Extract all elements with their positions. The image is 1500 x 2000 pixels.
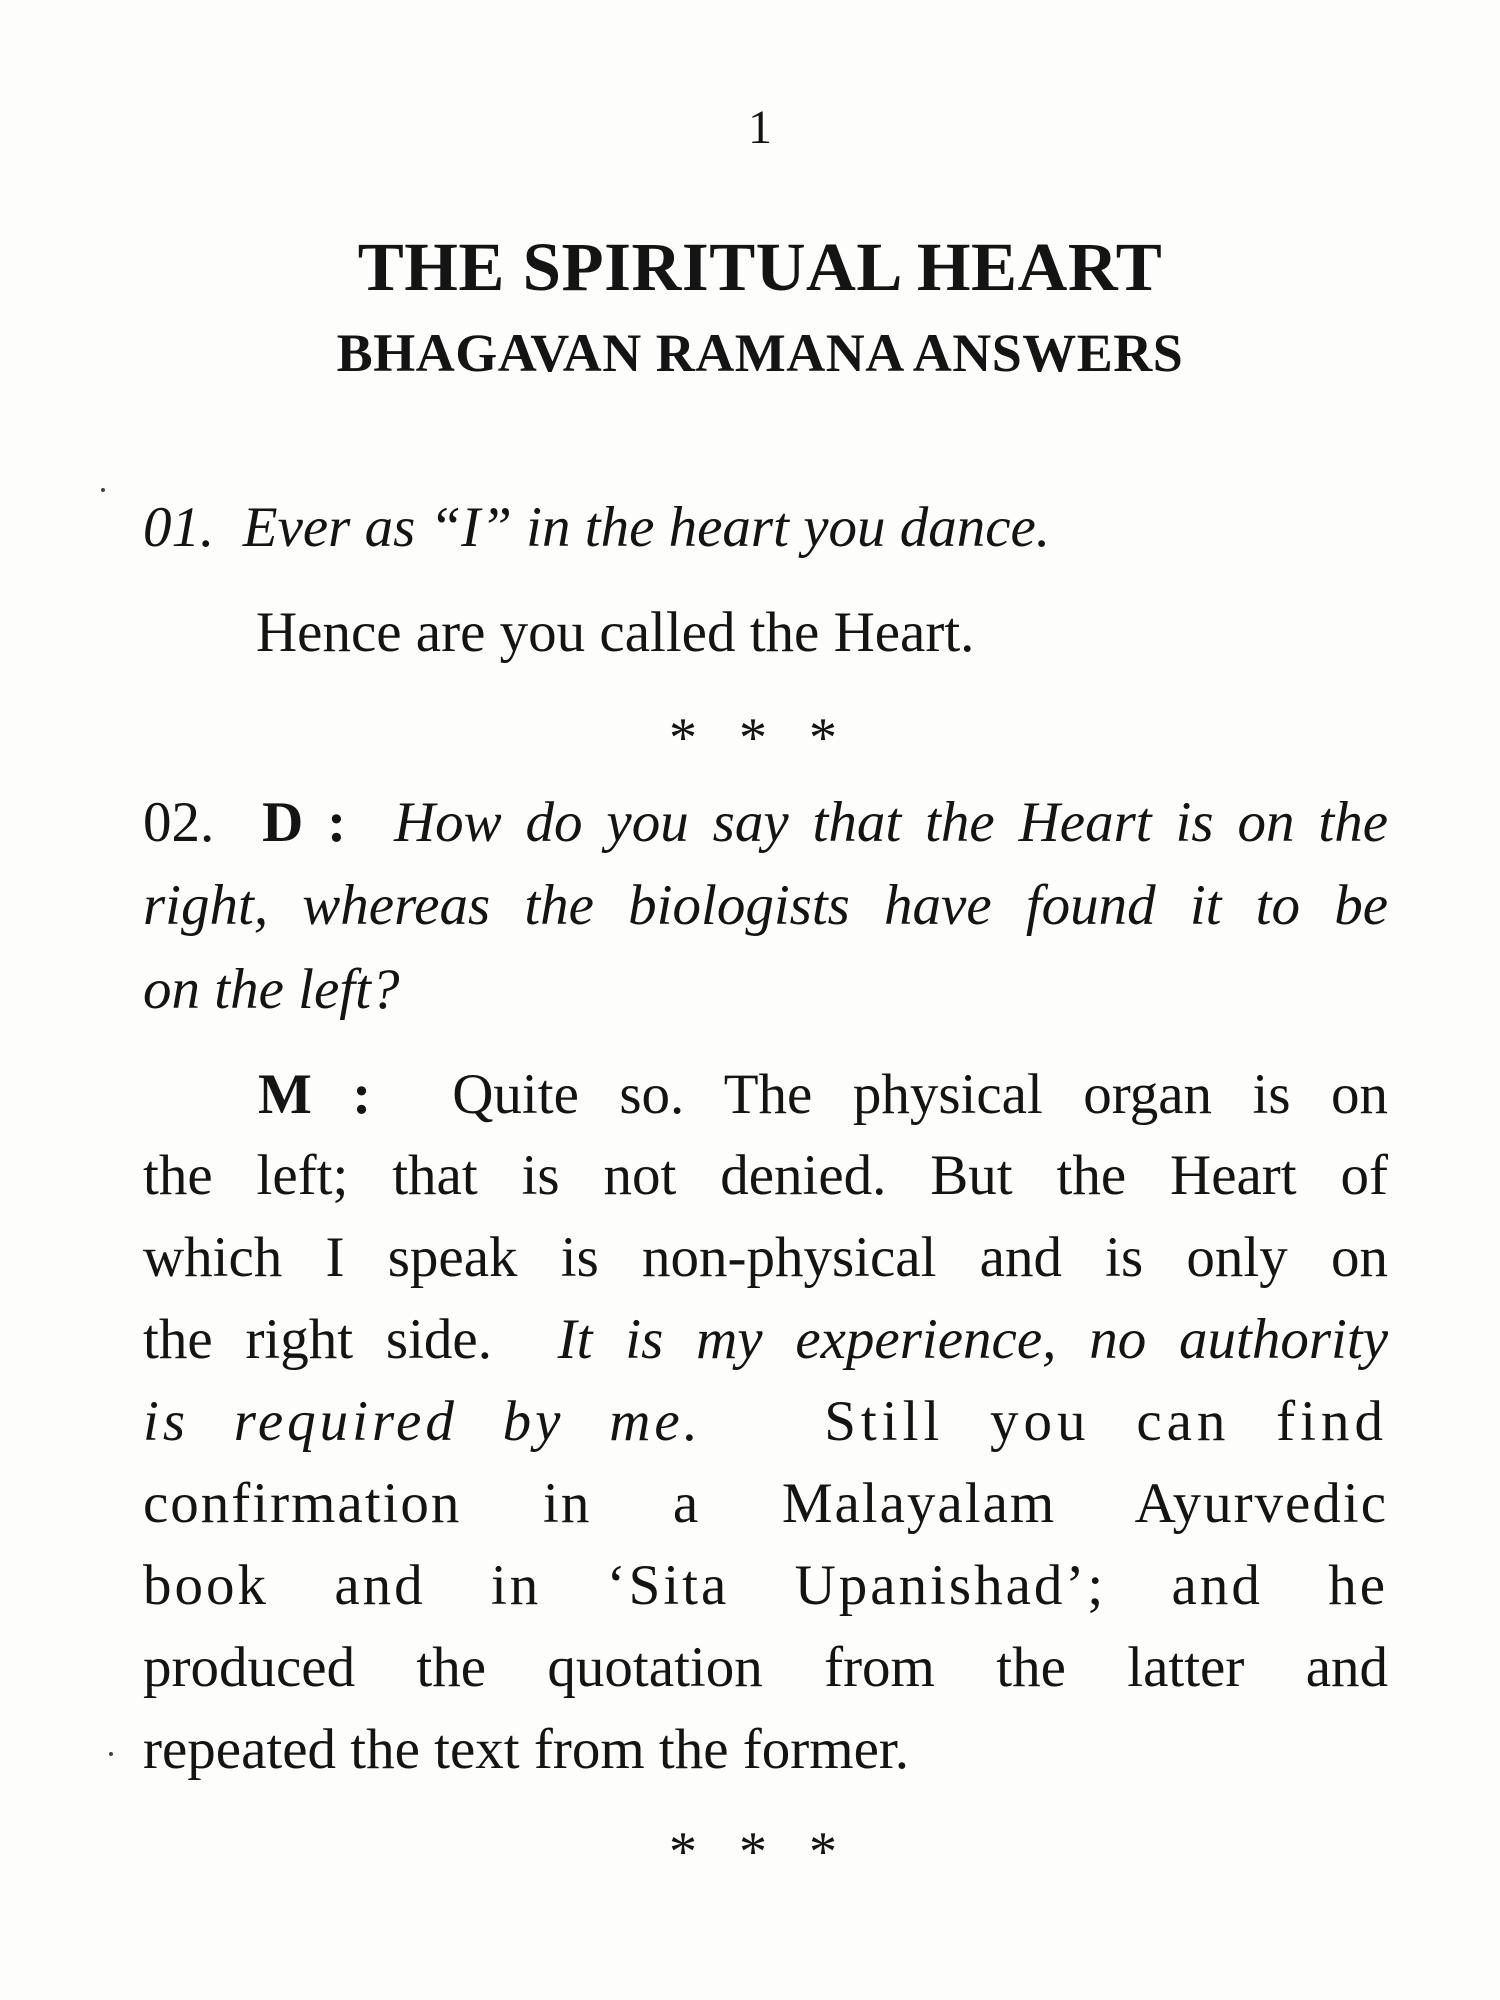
entry-2-question-line-2: right, whereas the biologists have found it to be xyxy=(143,874,1388,937)
entry-1-verse-line-1 xyxy=(143,495,1050,560)
answer-line-1 xyxy=(258,1062,1388,1127)
answer-text-5-plain: Still you can find xyxy=(824,1390,1389,1453)
answer-line-8: produced the quotation from the latter and xyxy=(143,1636,1388,1699)
entry-2-question-line-3: on the left? xyxy=(143,958,400,1021)
entry-2-number: 02. xyxy=(143,791,215,854)
entry-1-verse-text-1: Ever as “I” in the heart you dance. xyxy=(242,496,1051,559)
answer-line-9: repeated the text from the former. xyxy=(143,1718,909,1781)
answer-label: M : xyxy=(258,1063,372,1126)
answer-text-1: Quite so. The physical organ is on xyxy=(452,1063,1388,1126)
entry-1-number: 01. xyxy=(143,496,215,559)
answer-line-4 xyxy=(143,1307,1388,1372)
answer-line-2: the left; that is not denied. But the Heart of xyxy=(143,1144,1388,1207)
answer-line-5 xyxy=(143,1389,1388,1454)
answer-line-3: which I speak is non-physical and is only on xyxy=(143,1226,1388,1289)
chapter-subtitle: BHAGAVAN RAMANA ANSWERS xyxy=(336,323,1184,383)
question-text-1: How do you say that the Heart is on the xyxy=(393,791,1388,854)
scan-speck xyxy=(101,488,105,492)
question-label: D : xyxy=(262,791,347,854)
answer-text-5-italic: is required by me. xyxy=(143,1390,702,1453)
entry-1-verse-line-2: Hence are you called the Heart. xyxy=(256,601,975,664)
answer-text-4-italic: It is my experience, no authority xyxy=(557,1308,1389,1371)
answer-line-6: confirmation in a Malayalam Ayurvedic xyxy=(143,1472,1388,1535)
answer-line-7: book and in ‘Sita Upanishad’; and he xyxy=(143,1554,1388,1617)
answer-text-4-plain: the right side. xyxy=(143,1308,492,1371)
entry-2-question-line-1 xyxy=(143,790,1388,855)
separator-1: * * * xyxy=(669,707,851,769)
separator-2: * * * xyxy=(669,1821,851,1883)
chapter-title: THE SPIRITUAL HEART xyxy=(357,229,1163,305)
page-number: 1 xyxy=(748,101,772,154)
scan-speck xyxy=(109,1752,113,1756)
